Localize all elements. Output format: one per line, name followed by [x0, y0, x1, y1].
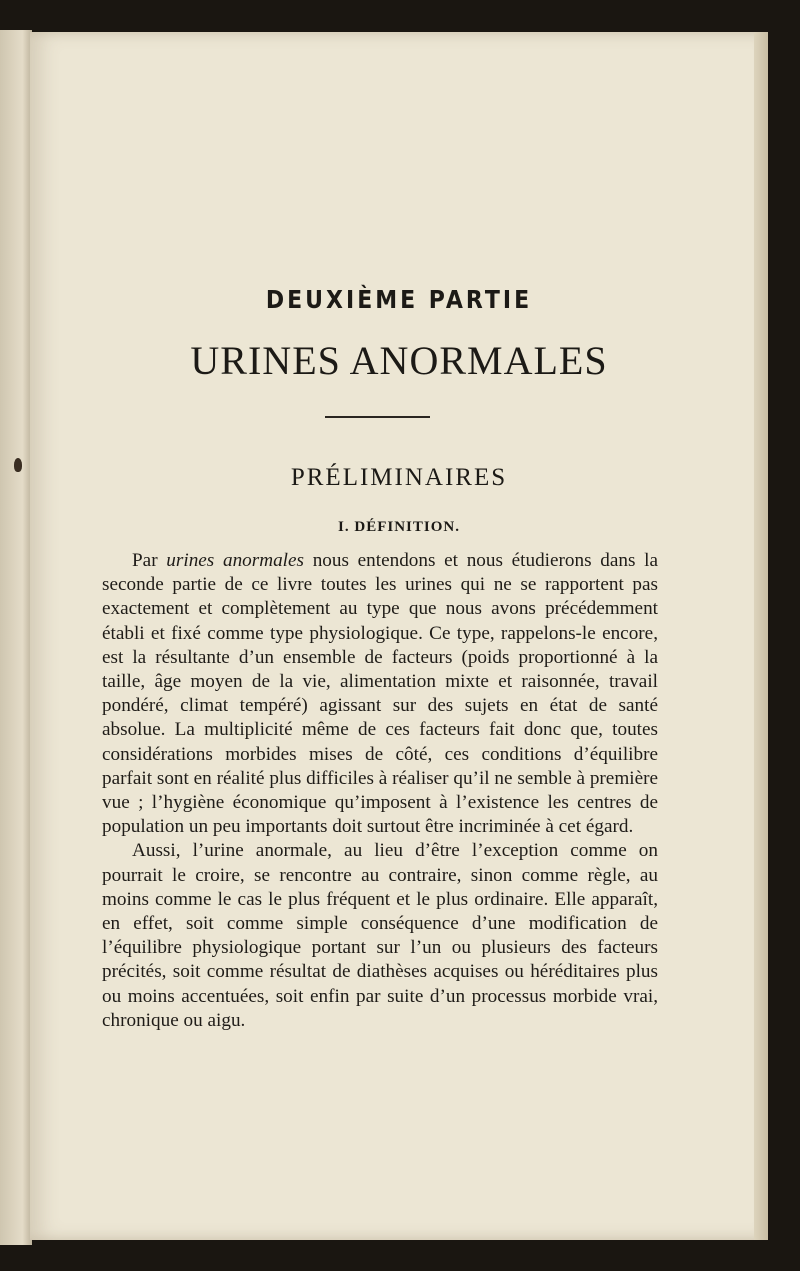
subsection-title: I. DÉFINITION.	[338, 519, 460, 535]
paragraph-1-emphasis: urines anormales	[166, 550, 304, 571]
part-heading: DEUXIÈME PARTIE	[265, 286, 533, 315]
paragraph-2: Aussi, l’urine anormale, au lieu d’être l’exception comme on pourrait le croire, se rencontre au contraire, sinon comme règle, au moins comme le cas le plus fréquent et le plus ordinaire. Elle apparaît, en effet, soit comme simple conséquence d’une modification de l’équilibre physiologique portant sur l’un ou plusieurs des facteurs précités, soit comme résultat de diathèses acquises ou héréditaires plus ou moins accentuées, soit enfin par suite d’un processus morbide vrai, chronique ou aigu.	[102, 840, 658, 1031]
divider-rule	[325, 416, 430, 418]
paragraph-1-lead: Par	[132, 550, 167, 571]
section-title: PRÉLIMINAIRES	[290, 464, 508, 491]
paragraph-1	[102, 549, 658, 839]
margin-mark	[14, 458, 22, 472]
body-text	[102, 549, 658, 1033]
previous-page-edge	[0, 30, 32, 1245]
paragraph-1-text: nous entendons et nous étudierons dans la seconde partie de ce livre toutes les urines qui ne se rapportent pas exactement et complètement au type que nous avons précédemment établi et fixé comme type physiologique. Ce type, rappelons-le encore, est la résultante d’un ensemble de facteurs (poids proportionné à la taille, âge moyen de la vie, alimentation mixte et raisonnée, travail pondéré, climat tempéré) agissant sur des sujets en état de santé absolue. La multiplicité même de ces facteurs fait donc que, toutes considérations morbides mises de côté, ces conditions d’équilibre parfait sont en réalité plus difficiles à réaliser qu’il ne semble à première vue ; l’hygiène économique qu’imposent à l’existence les centres de population un peu importants doit surtout être incriminée à cet égard.	[102, 550, 659, 838]
book-page	[30, 32, 768, 1240]
page-edge	[754, 32, 768, 1240]
part-title: URINES ANORMALES	[190, 338, 608, 383]
